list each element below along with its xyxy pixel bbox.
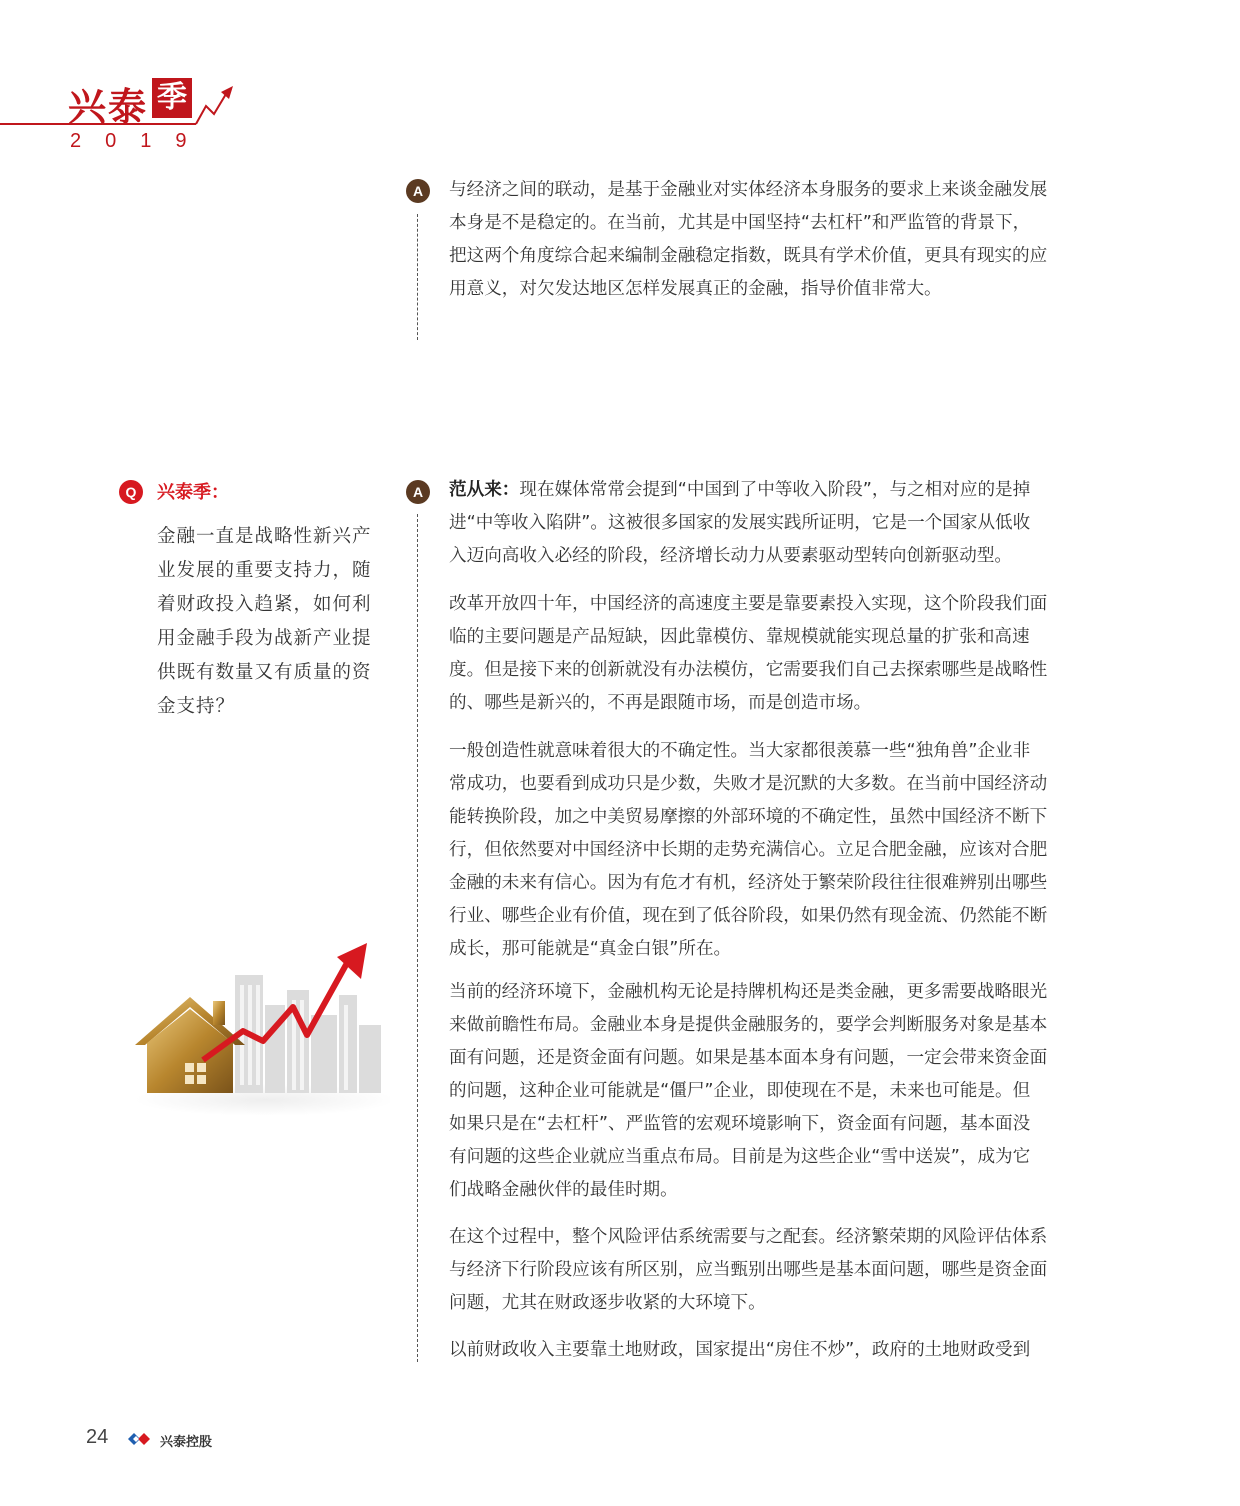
text-line-content: 行，但依然要对中国经济中长期的走势充满信心。立足合肥金融，应该对合肥	[449, 840, 1048, 860]
text-line	[157, 588, 385, 622]
text-line-content: 改革开放四十年，中国经济的高速度主要是靠要素投入实现，这个阶段我们面	[449, 594, 1048, 614]
answer-paragraph	[449, 735, 1101, 966]
text-line-content: 临的主要问题是产品短缺，因此靠模仿、靠规模就能实现总量的扩张和高速	[449, 627, 1030, 647]
speaker-name: 范从来：	[449, 480, 520, 500]
text-line-content: 度。但是接下来的创新就没有办法模仿，它需要我们自己去探索哪些是战略性	[449, 660, 1048, 680]
text-line	[157, 690, 385, 724]
text-line	[449, 801, 1101, 834]
text-line-content: 成长，那可能就是“真金白银”所在。	[449, 939, 732, 959]
text-line	[449, 540, 1101, 573]
text-line-content: 面有问题，还是资金面有问题。如果是基本面本身有问题，一定会带来资金面	[449, 1048, 1048, 1068]
text-line	[157, 656, 385, 690]
text-line-content: 用金融手段为战新产业提	[157, 628, 372, 649]
text-line	[449, 735, 1101, 768]
text-line	[449, 1334, 1101, 1367]
text-line	[449, 933, 1101, 966]
text-line	[449, 240, 1101, 273]
text-line-content: 有问题的这些企业就应当重点布局。目前是为这些企业“雪中送炭”，成为它	[449, 1147, 1031, 1167]
company-name: 兴泰控股	[160, 1435, 213, 1450]
text-line	[449, 507, 1101, 540]
text-line	[449, 1174, 1101, 1207]
text-line-content: 用意义，对欠发达地区怎样发展真正的金融，指导价值非常大。	[449, 279, 942, 299]
question-label: 兴泰季：	[157, 482, 229, 503]
answer-paragraph	[449, 1221, 1101, 1320]
text-line-content: 供既有数量又有质量的资	[157, 662, 372, 683]
text-line-content: 与经济下行阶段应该有所区别，应当甄别出哪些是基本面问题，哪些是资金面	[449, 1260, 1048, 1280]
answer-paragraph	[449, 976, 1101, 1207]
text-line-content: 的问题，这种企业可能就是“僵尸”企业，即使现在不是，未来也可能是。但	[449, 1081, 1031, 1101]
text-line	[449, 687, 1101, 720]
text-line-content: 常成功，也要看到成功只是少数，失败才是沉默的大多数。在当前中国经济动	[449, 774, 1048, 794]
text-line-content: 在这个过程中，整个风险评估系统需要与之配套。经济繁荣期的风险评估体系	[449, 1227, 1048, 1247]
text-line	[449, 273, 1101, 306]
answer-paragraph	[449, 474, 1101, 573]
text-line-content: 一般创造性就意味着很大的不确定性。当大家都很羡慕一些“独角兽”企业非	[449, 741, 1031, 761]
text-line-content: 与经济之间的联动，是基于金融业对实体经济本身服务的要求上来谈金融发展	[449, 180, 1048, 200]
text-line	[449, 1287, 1101, 1320]
answer-badge: A	[406, 179, 430, 203]
text-line	[449, 1141, 1101, 1174]
text-line	[449, 1254, 1101, 1287]
text-line	[449, 1042, 1101, 1075]
answer-paragraph	[449, 1334, 1101, 1367]
text-line	[449, 867, 1101, 900]
answer-paragraph	[449, 174, 1101, 306]
magazine-year: 2019	[70, 130, 211, 152]
page-number: 24	[86, 1426, 109, 1448]
text-line-content: 能转换阶段，加之中美贸易摩擦的外部环境的不确定性，虽然中国经济不断下	[449, 807, 1048, 827]
text-line	[449, 976, 1101, 1009]
text-line	[449, 768, 1101, 801]
answer-paragraph	[449, 588, 1101, 720]
text-line	[449, 834, 1101, 867]
text-line-content: 如果只是在“去杠杆”、严监管的宏观环境影响下，资金面有问题，基本面没	[449, 1114, 1031, 1134]
text-line	[449, 1075, 1101, 1108]
text-line-content: 以前财政收入主要靠土地财政，国家提出“房住不炒”，政府的土地财政受到	[449, 1340, 1031, 1360]
text-line-content: 行业、哪些企业有价值，现在到了低谷阶段，如果仍然有现金流、仍然能不断	[449, 906, 1048, 926]
text-line-content: 的、哪些是新兴的，不再是跟随市场，而是创造市场。	[449, 693, 872, 713]
text-line	[449, 174, 1101, 207]
dashed-divider	[417, 514, 418, 1362]
text-line-content: 们战略金融伙伴的最佳时期。	[449, 1180, 678, 1200]
text-line	[157, 520, 385, 554]
question-badge: Q	[119, 480, 143, 504]
dashed-divider	[417, 214, 418, 340]
text-line	[449, 588, 1101, 621]
text-line-content: 入迈向高收入必经的阶段，经济增长动力从要素驱动型转向创新驱动型。	[449, 546, 1013, 566]
text-line	[449, 1221, 1101, 1254]
text-line	[449, 1108, 1101, 1141]
text-line-content: 问题，尤其在财政逐步收紧的大环境下。	[449, 1293, 766, 1313]
text-line	[449, 621, 1101, 654]
text-line	[449, 207, 1101, 240]
text-line-content: 现在媒体常常会提到“中国到了中等收入阶段”，与之相对应的是掉	[519, 480, 1031, 500]
text-line-content: 当前的经济环境下，金融机构无论是持牌机构还是类金融，更多需要战略眼光	[449, 982, 1048, 1002]
text-line-content: 金支持？	[157, 696, 236, 717]
masthead	[0, 70, 260, 160]
company-logo-icon	[124, 1430, 154, 1448]
text-line	[449, 900, 1101, 933]
text-line-content: 金融的未来有信心。因为有危才有机，经济处于繁荣阶段往往很难辨别出哪些	[449, 873, 1048, 893]
text-line-content: 进“中等收入陷阱”。这被很多国家的发展实践所证明，它是一个国家从低收	[449, 513, 1031, 533]
text-line-content: 业发展的重要支持力，随	[157, 560, 372, 581]
text-line-content: 来做前瞻性布局。金融业本身是提供金融服务的，要学会判断服务对象是基本	[449, 1015, 1048, 1035]
text-line-content: 本身是不是稳定的。在当前，尤其是中国坚持“去杠杆”和严监管的背景下，	[449, 213, 1031, 233]
text-line	[449, 474, 1101, 507]
text-line-content: 把这两个角度综合起来编制金融稳定指数，既具有学术价值，更具有现实的应	[449, 246, 1048, 266]
text-line	[449, 1009, 1101, 1042]
text-line	[157, 554, 385, 588]
question-text	[157, 520, 385, 724]
magazine-title: 兴泰	[68, 84, 149, 129]
answer-badge: A	[406, 480, 430, 504]
house-growth-illustration	[125, 935, 390, 1120]
magazine-seal: 季	[152, 78, 192, 118]
text-line	[157, 622, 385, 656]
text-line-content: 金融一直是战略性新兴产	[157, 526, 372, 547]
text-line	[449, 654, 1101, 687]
text-line-content: 着财政投入趋紧，如何利	[157, 594, 372, 615]
